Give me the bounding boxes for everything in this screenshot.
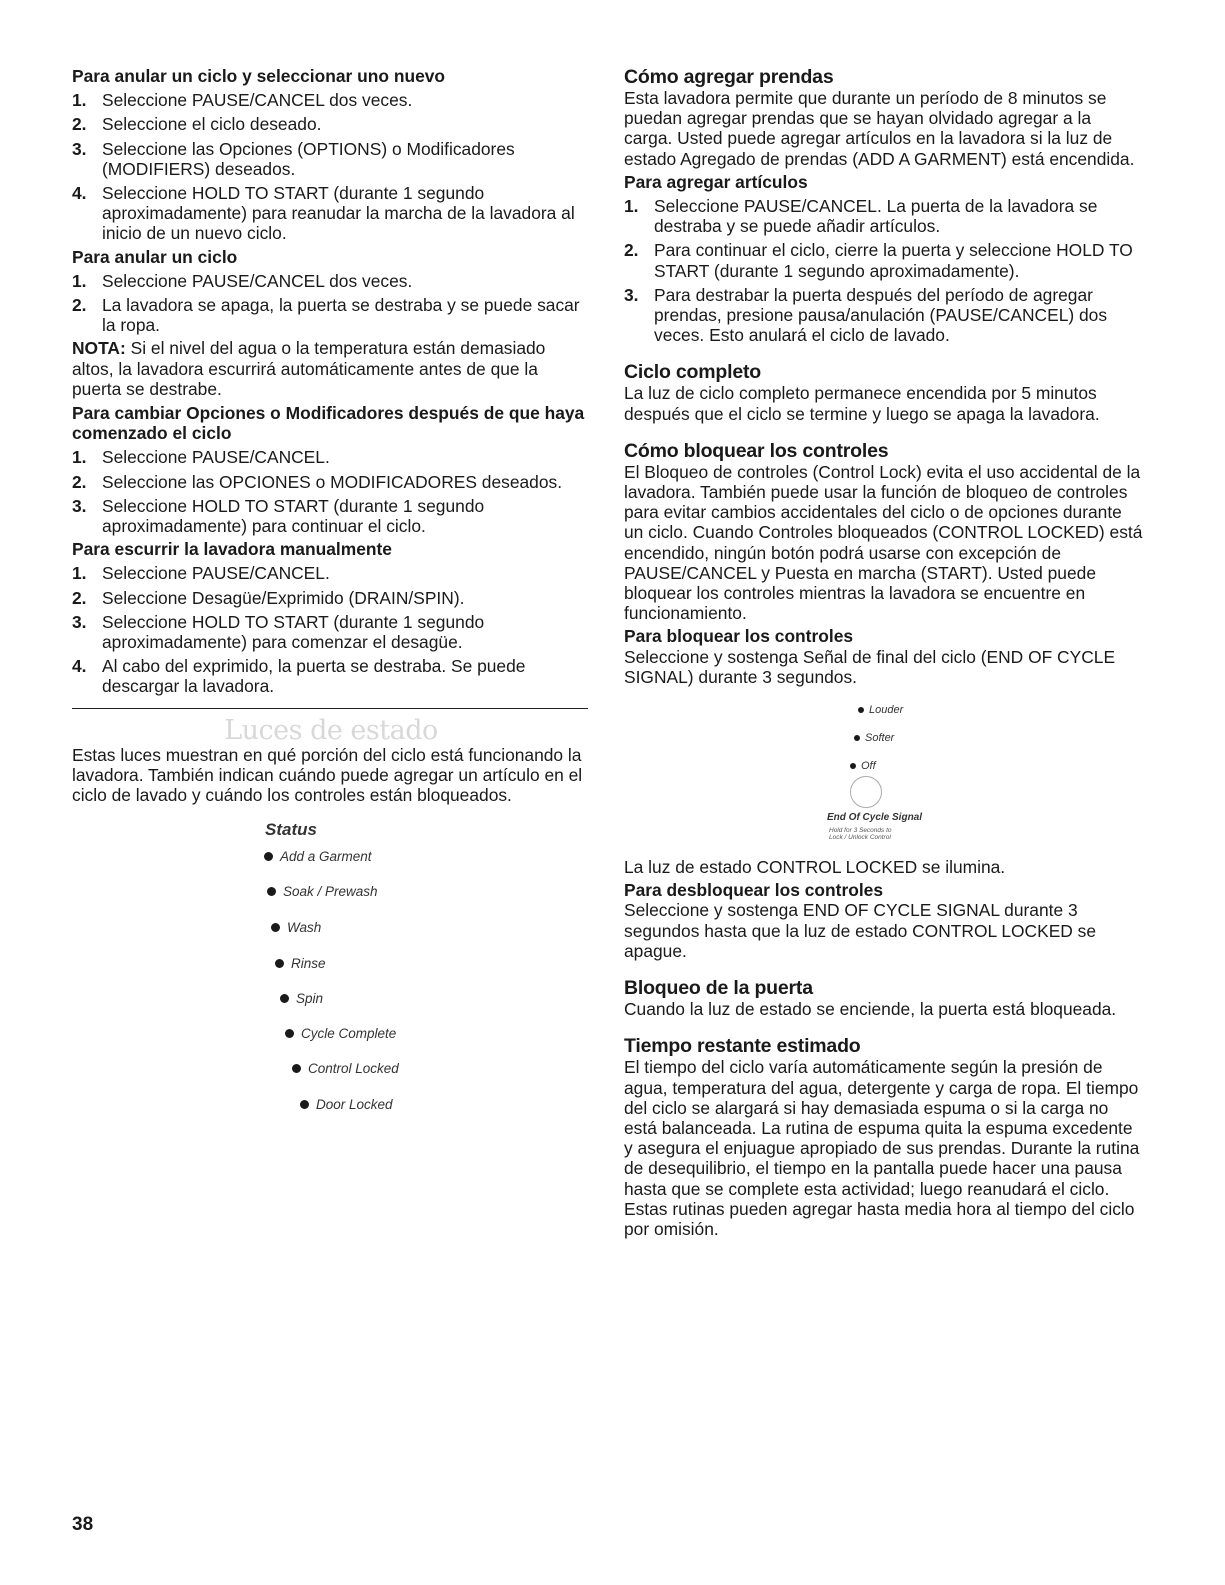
left-column (72, 66, 590, 1120)
signal-option-softer (854, 728, 894, 748)
step-number: 2. (72, 471, 87, 492)
status-light-cycle-complete (285, 1024, 396, 1044)
status-section-text: Estas luces muestran en qué porción del ciclo está funcionando la lavadora. También indican cuándo puede agregar un artículo en el ciclo de lavado y cuándo los controles están bloqueados. (72, 744, 583, 806)
step-text: Seleccione HOLD TO START (durante 1 segundo aproximadamente) para comenzar el desagüe. (102, 611, 485, 653)
indicator-light-icon (858, 707, 864, 713)
step-number: 3. (72, 138, 87, 159)
step-number: 2. (72, 114, 87, 135)
status-light-label: Wash (287, 919, 322, 935)
list-item (72, 90, 590, 110)
section-text: La luz de ciclo completo permanece encendida por 5 minutos después que el ciclo se termine y luego se apaga la lavadora. (624, 383, 1100, 424)
status-lights-panel (72, 820, 590, 1120)
signal-option-label: Off (861, 760, 876, 773)
step-text: Seleccione PAUSE/CANCEL. (102, 563, 330, 584)
status-light-label: Cycle Complete (301, 1025, 397, 1041)
section-text: Seleccione y sostenga END OF CYCLE SIGNAL durante 3 segundos hasta que la luz de estado CONTROL LOCKED se apague. (624, 900, 1097, 961)
steps-list (72, 563, 590, 696)
section-text: La luz de estado CONTROL LOCKED se ilumina. (624, 857, 1006, 878)
signal-option-louder (858, 700, 903, 720)
section-divider (72, 708, 588, 709)
section-add-garment (624, 66, 1144, 345)
steps-list (72, 447, 590, 536)
end-of-cycle-signal-panel (624, 697, 1144, 857)
section-text: Esta lavadora permite que durante un período de 8 minutos se puedan agregar prendas que se hayan olvidado agregar a la carga. Usted puede agregar artículos en la lavadora si la luz de estado Agregado de prendas (ADD A GARMENT) está encendida. (624, 88, 1135, 169)
steps-list (624, 196, 1144, 345)
step-text: Al cabo del exprimido, la puerta se destraba. Se puede descargar la lavadora. (102, 656, 526, 697)
list-item (72, 114, 590, 134)
status-light-rinse (275, 954, 326, 974)
note (72, 338, 590, 399)
signal-label: End Of Cycle Signal (827, 812, 923, 824)
indicator-light-icon (267, 887, 276, 896)
status-light-control-locked (292, 1059, 399, 1079)
list-item (72, 588, 590, 608)
section-heading: Para anular un ciclo y seleccionar uno nuevo (72, 66, 446, 86)
status-light-door-locked (300, 1095, 393, 1115)
indicator-light-icon (300, 1100, 309, 1109)
section-control-lock (624, 440, 1144, 961)
step-number: 1. (72, 447, 87, 468)
step-text: Seleccione PAUSE/CANCEL. La puerta de la lavadora se destraba y se puede añadir artículos. (654, 196, 1098, 237)
signal-knob-icon (850, 776, 882, 808)
indicator-light-icon (854, 735, 860, 741)
indicator-light-icon (264, 852, 273, 861)
section-door-lock (624, 977, 1144, 1019)
step-number: 1. (624, 196, 639, 217)
section-heading: Para escurrir la lavadora manualmente (72, 539, 392, 560)
signal-option-off (850, 756, 876, 776)
signal-sublabel: Hold for 3 Seconds to (829, 827, 892, 835)
section-text: El Bloqueo de controles (Control Lock) evita el uso accidental de la lavadora. También puede usar la función de bloqueo de controles para evitar cambios accidentales del ciclo o de opciones durante un ciclo. Cuando Controles bloqueados (CONTROL LOCKED) está encendido, ningún botón podrá usarse con excepción de PAUSE/CANCEL y Puesta en marcha (START). Usted puede bloquear los controles mientras la lavadora se encuentre en funcionamiento. (624, 461, 1143, 624)
step-number: 3. (72, 611, 87, 632)
section-estimated-time (624, 1035, 1144, 1239)
list-item (72, 139, 590, 179)
step-number: 2. (72, 295, 87, 316)
status-light-label: Add a Garment (280, 848, 372, 864)
status-light-wash (271, 918, 321, 938)
status-light-add-garment (264, 847, 372, 867)
step-text: Seleccione el ciclo deseado. (102, 114, 322, 135)
list-item (72, 183, 590, 244)
status-light-label: Rinse (291, 955, 326, 971)
status-light-spin (280, 989, 323, 1009)
step-number: 4. (72, 183, 87, 204)
step-text: Seleccione PAUSE/CANCEL dos veces. (102, 270, 413, 291)
section-title: Cómo agregar prendas (624, 66, 834, 88)
indicator-light-icon (271, 923, 280, 932)
signal-sublabel: Lock / Unlock Control (829, 834, 891, 842)
list-item (624, 240, 1144, 280)
step-number: 1. (72, 270, 87, 291)
list-item (72, 563, 590, 583)
steps-list (72, 90, 590, 243)
list-item (72, 496, 590, 536)
status-light-label: Soak / Prewash (283, 883, 378, 899)
list-item (72, 447, 590, 467)
step-number: 2. (624, 240, 639, 261)
section-text: Seleccione y sostenga Señal de final del ciclo (END OF CYCLE SIGNAL) durante 3 segundos. (624, 646, 1116, 687)
list-item (72, 472, 590, 492)
step-number: 3. (72, 495, 87, 516)
steps-list (72, 271, 590, 336)
step-text: Seleccione HOLD TO START (durante 1 segundo aproximadamente) para continuar el ciclo. (102, 495, 485, 537)
section-subheading: Para agregar artículos (624, 171, 808, 192)
signal-option-label: Softer (865, 732, 895, 745)
note-label: NOTA: (72, 338, 126, 359)
list-item (624, 196, 1144, 236)
step-text: Seleccione PAUSE/CANCEL dos veces. (102, 90, 413, 111)
section-cycle-complete (624, 361, 1144, 423)
section-title: Ciclo completo (624, 361, 761, 384)
step-text: Para destrabar la puerta después del período de agregar prendas, presione pausa/anulación (PAUSE/CANCEL) dos veces. Esto anulará el ciclo de lavado. (654, 284, 1108, 346)
section-heading: Para anular un ciclo (72, 246, 238, 267)
list-item (72, 271, 590, 291)
list-item (72, 656, 590, 696)
status-light-label: Spin (296, 990, 324, 1006)
step-number: 3. (624, 284, 639, 305)
page-number: 38 (72, 1514, 94, 1535)
status-panel-heading: Status (265, 819, 317, 839)
step-number: 1. (72, 563, 87, 584)
section-heading: Para cambiar Opciones o Modificadores después de que haya comenzado el ciclo (72, 403, 585, 444)
signal-option-label: Louder (869, 704, 904, 717)
step-text: Seleccione las OPCIONES o MODIFICADORES deseados. (102, 471, 563, 492)
step-text: Seleccione HOLD TO START (durante 1 segundo aproximadamente) para reanudar la marcha de la lavadora al inicio de un nuevo ciclo. (102, 183, 575, 244)
indicator-light-icon (275, 959, 284, 968)
right-column (624, 66, 1144, 1239)
status-light-soak-prewash (267, 882, 378, 902)
note-text: Si el nivel del agua o la temperatura están demasiado altos, la lavadora escurrirá automáticamente antes de que la puerta se destrabe. (72, 338, 546, 399)
step-number: 2. (72, 587, 87, 608)
step-number: 4. (72, 656, 87, 677)
list-item (72, 612, 590, 652)
step-text: Seleccione las Opciones (OPTIONS) o Modificadores (MODIFIERS) deseados. (102, 138, 515, 179)
step-text: Para continuar el ciclo, cierre la puerta y seleccione HOLD TO START (durante 1 segundo aproximadamente). (654, 240, 1133, 281)
section-title: Bloqueo de la puerta (624, 977, 813, 1000)
list-item (72, 295, 590, 335)
status-light-label: Door Locked (316, 1096, 393, 1112)
section-title: Tiempo restante estimado (624, 1035, 861, 1058)
step-number: 1. (72, 90, 87, 111)
status-light-label: Control Locked (308, 1060, 399, 1076)
step-text: Seleccione PAUSE/CANCEL. (102, 447, 330, 468)
section-text: El tiempo del ciclo varía automáticamente según la presión de agua, temperatura del agua, detergente y carga de ropa. El tiempo del ciclo se alargará si hay demasiada espuma o si la carga no está balanceada. La rutina de espuma quita la espuma excedente y asegura el enjuague apropiado de sus prendas. Durante la rutina de desequilibrio, el tiempo en la pantalla puede hacer una pausa hasta que se complete esta actividad; luego reanudará el ciclo. Estas rutinas pueden agregar hasta media hora al tiempo del ciclo por omisión. (624, 1057, 1140, 1239)
section-subheading: Para desbloquear los controles (624, 880, 884, 901)
section-subheading: Para bloquear los controles (624, 626, 854, 647)
indicator-light-icon (850, 763, 856, 769)
step-text: La lavadora se apaga, la puerta se destraba y se puede sacar la ropa. (102, 295, 580, 336)
section-title: Cómo bloquear los controles (624, 439, 889, 462)
section-text: Cuando la luz de estado se enciende, la puerta está bloqueada. (624, 999, 1117, 1020)
step-text: Seleccione Desagüe/Exprimido (DRAIN/SPIN). (102, 587, 465, 608)
status-section-title: Luces de estado (224, 714, 438, 746)
list-item (624, 285, 1144, 346)
indicator-light-icon (280, 994, 289, 1003)
indicator-light-icon (292, 1064, 301, 1073)
indicator-light-icon (285, 1029, 294, 1038)
